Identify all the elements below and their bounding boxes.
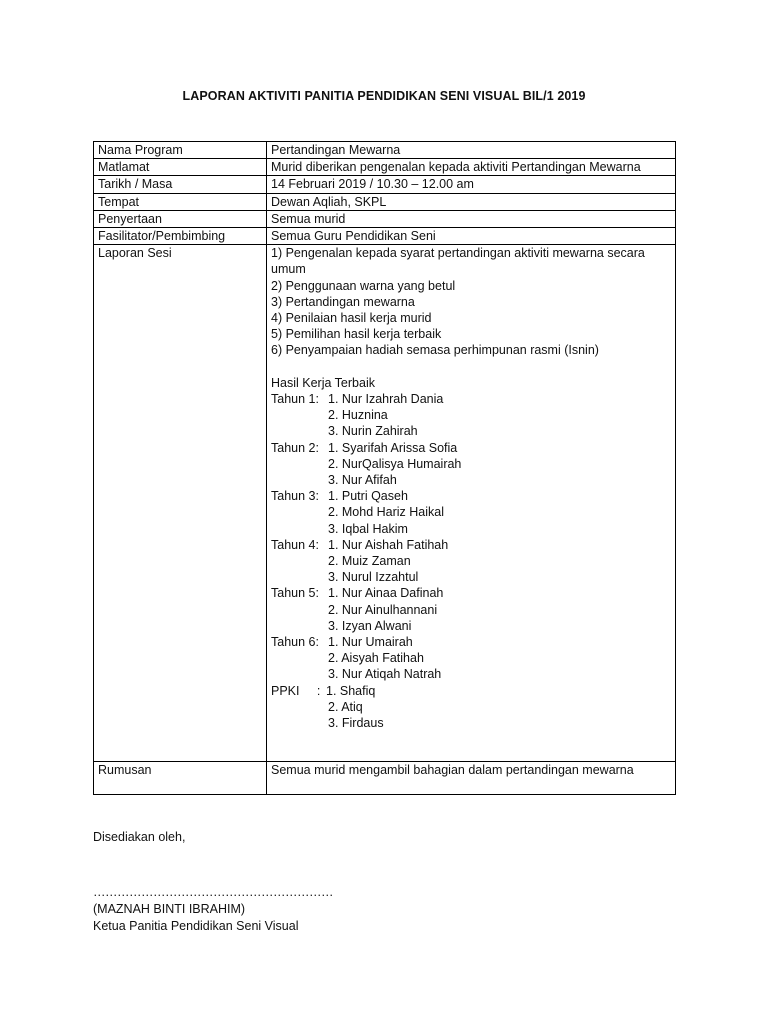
row-rumusan bbox=[94, 762, 676, 795]
award-year: Tahun 5: bbox=[271, 586, 319, 601]
results-heading: Hasil Kerja Terbaik bbox=[271, 375, 375, 390]
row-label: Tempat bbox=[94, 193, 267, 210]
row-value: Dewan Aqliah, SKPL bbox=[267, 193, 676, 210]
report-title: LAPORAN AKTIVITI PANITIA PENDIDIKAN SENI VISUAL BIL/1 2019 bbox=[182, 89, 586, 103]
award-winner: 1. Nur Ainaa Dafinah bbox=[328, 586, 444, 601]
sesi-step: 2) Penggunaan warna yang betul bbox=[271, 278, 456, 293]
award-winner: 1. Nur Izahrah Dania bbox=[328, 392, 444, 407]
award-group bbox=[271, 488, 671, 537]
row-nama-program bbox=[94, 142, 676, 159]
row-tarikh-masa bbox=[94, 176, 676, 193]
award-group bbox=[271, 537, 671, 586]
award-group bbox=[271, 683, 671, 732]
sesi-step: 3) Pertandingan mewarna bbox=[271, 294, 415, 309]
row-label: Rumusan bbox=[94, 762, 267, 795]
row-label: Tarikh / Masa bbox=[94, 176, 267, 193]
sesi-step: 6) Penyampaian hadiah semasa perhimpunan rasmi (Isnin) bbox=[271, 343, 599, 358]
award-winner: 1. Putri Qaseh bbox=[328, 489, 408, 504]
row-value: Pertandingan Mewarna bbox=[267, 142, 676, 159]
signature-line: …………………………………………………… bbox=[93, 885, 333, 899]
award-winner: 3. Nurul Izzahtul bbox=[328, 570, 419, 585]
award-winner: 3. Nur Afifah bbox=[328, 473, 397, 488]
award-group bbox=[271, 634, 671, 683]
award-winner: 1. Nur Umairah bbox=[328, 635, 413, 650]
sesi-content bbox=[267, 245, 676, 762]
signer-position: Ketua Panitia Pendidikan Seni Visual bbox=[93, 919, 299, 933]
row-laporan-sesi bbox=[94, 245, 676, 762]
row-matlamat bbox=[94, 159, 676, 176]
row-label: Matlamat bbox=[94, 159, 267, 176]
sesi-step: 1) Pengenalan kepada syarat pertandingan aktiviti mewarna secara umum bbox=[271, 246, 645, 277]
award-group bbox=[271, 391, 671, 440]
award-winner: 2. Aisyah Fatihah bbox=[328, 651, 424, 666]
row-label: Fasilitator/Pembimbing bbox=[94, 228, 267, 245]
award-group bbox=[271, 440, 671, 489]
award-group bbox=[271, 585, 671, 634]
award-winner: 2. Nur Ainulhannani bbox=[328, 602, 438, 617]
award-winner: 3. Nurin Zahirah bbox=[328, 424, 418, 439]
row-value: Semua murid bbox=[267, 210, 676, 227]
row-label: Nama Program bbox=[94, 142, 267, 159]
row-label: Laporan Sesi bbox=[94, 245, 267, 762]
award-year: Tahun 6: bbox=[271, 635, 319, 650]
sesi-step: 4) Penilaian hasil kerja murid bbox=[271, 311, 432, 326]
row-tempat bbox=[94, 193, 676, 210]
row-value: Murid diberikan pengenalan kepada aktiviti Pertandingan Mewarna bbox=[267, 159, 676, 176]
row-value: Semua Guru Pendidikan Seni bbox=[267, 228, 676, 245]
award-year: Tahun 1: bbox=[271, 392, 319, 407]
prepared-by: Disediakan oleh, bbox=[93, 830, 186, 844]
row-value: Semua murid mengambil bahagian dalam pertandingan mewarna bbox=[267, 762, 676, 795]
spacer bbox=[271, 359, 671, 375]
award-winner: 1. Shafiq bbox=[326, 683, 376, 698]
sesi-step: 5) Pemilihan hasil kerja terbaik bbox=[271, 327, 442, 342]
award-winner: 3. Firdaus bbox=[328, 716, 384, 731]
row-fasilitator bbox=[94, 228, 676, 245]
award-winner: 2. Mohd Hariz Haikal bbox=[328, 505, 445, 520]
award-winner: 3. Izyan Alwani bbox=[328, 618, 412, 633]
award-year: Tahun 2: bbox=[271, 440, 319, 455]
award-winner: 2. Muiz Zaman bbox=[328, 554, 411, 569]
award-winner: 2. NurQalisya Humairah bbox=[328, 456, 462, 471]
row-value: 14 Februari 2019 / 10.30 – 12.00 am bbox=[267, 176, 676, 193]
award-year: Tahun 4: bbox=[271, 537, 319, 552]
award-winner: 3. Nur Atiqah Natrah bbox=[328, 667, 442, 682]
award-winner: 1. Syarifah Arissa Sofia bbox=[328, 440, 458, 455]
award-winner: 3. Iqbal Hakim bbox=[328, 521, 408, 536]
report-table bbox=[93, 141, 676, 795]
award-winner: 2. Atiq bbox=[328, 699, 363, 714]
award-year: PPKI : bbox=[271, 683, 321, 698]
row-penyertaan bbox=[94, 210, 676, 227]
row-label: Penyertaan bbox=[94, 210, 267, 227]
award-year: Tahun 3: bbox=[271, 489, 319, 504]
award-winner: 1. Nur Aishah Fatihah bbox=[328, 537, 449, 552]
signer-name: (MAZNAH BINTI IBRAHIM) bbox=[93, 902, 246, 916]
award-winner: 2. Huznina bbox=[328, 408, 388, 423]
